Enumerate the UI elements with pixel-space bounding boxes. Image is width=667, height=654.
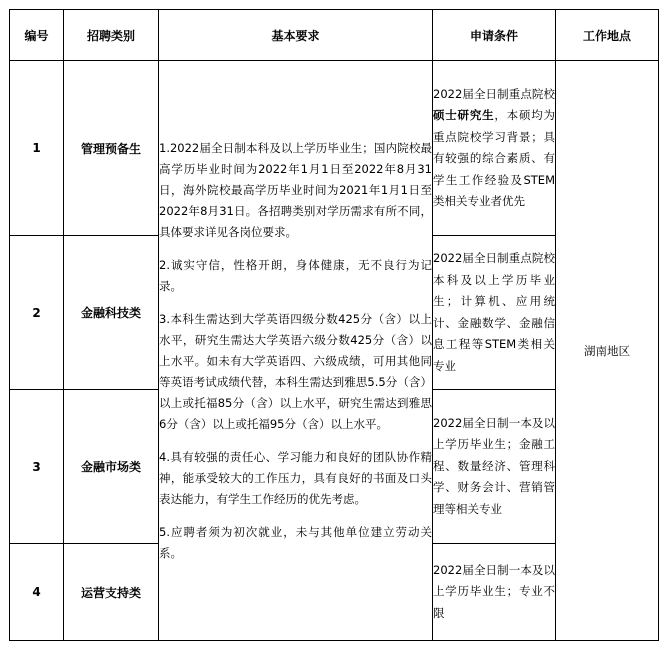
requirement-item: 4.具有较强的责任心、学习能力和良好的团队协作精神，能承受较大的工作压力，具有良好的书面及口头表达能力，有学生工作经历的优先考虑。 bbox=[159, 449, 432, 506]
header-conditions: 申请条件 bbox=[433, 10, 556, 61]
row-number: 1 bbox=[10, 61, 64, 236]
row-conditions: 2022届全日制重点院校本科及以上学历毕业生；计算机、应用统计、金融数学、金融信息工程等STEM类相关专业 bbox=[433, 236, 556, 390]
table-row bbox=[10, 61, 659, 236]
row-conditions bbox=[433, 61, 556, 236]
row-conditions: 2022届全日制一本及以上学历毕业生；金融工程、数量经济、管理科学、财务会计、营销管理等相关专业 bbox=[433, 390, 556, 544]
requirement-item: 3.本科生需达到大学英语四级分数425分（含）以上水平，研究生需达大学英语六级分数425分（含）以上水平。如未有大学英语四、六级成绩，可用其他同等英语考试成绩代替，本科生需达到雅思5.5分（含）以上或托福85分（含）以上水平，研究生需达到雅思6分（含）以上或托福95分（含）以上水平。 bbox=[159, 311, 432, 431]
header-requirements: 基本要求 bbox=[159, 10, 433, 61]
row-number: 2 bbox=[10, 236, 64, 390]
row-category: 金融市场类 bbox=[64, 390, 159, 544]
row-category: 管理预备生 bbox=[64, 61, 159, 236]
row-category: 金融科技类 bbox=[64, 236, 159, 390]
requirement-item: 5.应聘者须为初次就业，未与其他单位建立劳动关系。 bbox=[159, 524, 432, 560]
row-conditions: 2022届全日制一本及以上学历毕业生；专业不限 bbox=[433, 544, 556, 641]
basic-requirements-cell bbox=[159, 61, 433, 641]
table-header-row bbox=[10, 10, 659, 61]
conditions-text: 2022届全日制重点院校 bbox=[433, 86, 555, 101]
work-location: 湖南地区 bbox=[556, 61, 659, 641]
row-number: 3 bbox=[10, 390, 64, 544]
row-number: 4 bbox=[10, 544, 64, 641]
header-category: 招聘类别 bbox=[64, 10, 159, 61]
requirement-item: 1.2022届全日制本科及以上学历毕业生；国内院校最高学历毕业时间为2022年1月1日至2022年8月31日，海外院校最高学历毕业时间为2021年1月1日至2022年8月31日。各招聘类别对学历需求有所不同，具体要求详见各岗位要求。 bbox=[159, 140, 432, 239]
header-no: 编号 bbox=[10, 10, 64, 61]
conditions-emphasis: 硕士研究生 bbox=[433, 108, 495, 122]
conditions-text: ，本硕均为重点院校学习背景；具有较强的综合素质、有学生工作经验及STEM类相关专业者优先 bbox=[433, 108, 556, 208]
header-location: 工作地点 bbox=[556, 10, 659, 61]
recruitment-table bbox=[9, 9, 659, 641]
row-category: 运营支持类 bbox=[64, 544, 159, 641]
requirement-item: 2.诚实守信，性格开朗，身体健康，无不良行为记录。 bbox=[159, 257, 432, 293]
